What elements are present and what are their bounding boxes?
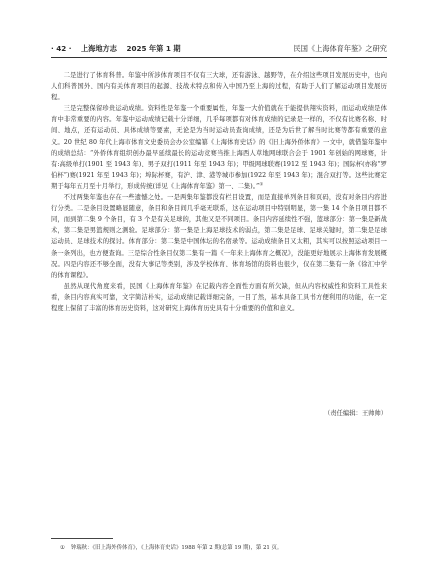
paragraph-text: 三是完整保留珍贵运动成绩。资料性是年鉴一个重要属性，年鉴一大价值就在于能提供翔实资料，而运动成绩是体育中非常重要的内容。年鉴中运动成绩记载十分详细，几乎每项都有对体育成绩的记录是一样的，不仅有比赛名称、时间、地点，还有运动员、具体成绩等要素，无论是为当时运动员查询成绩，还是为后世了解当时比赛等都有重要的意义。20 世纪 80 年代上海市体育文史委员会办公室编纂《上海体育史话》的《旧上海外侨体育》一文中，就借鉴年鉴中的成绩总结：“外侨体育组织创办最早延续最长的运动竞赛当推上海西人草地网球联合会于 1901 年创始的网球赛，计有:高级单打(1901 至 1943 年)、男子双打(1911 年至 1943 年)；甲级网球联赛(1912 至 1943 年)；国际杯(亦称“罗伯杯”)赛(1921 年至 1943 年)；埠际杯赛，有沪、津、港等城市参加(1922 年至 1943 年)；混合双打等。这些比赛定期于每年五月至十月举行，形成传统(详见《上海体育年鉴》第一、二集)。” [51, 105, 387, 190]
running-header [51, 42, 387, 56]
footnote-text: 钟瑞秋：《旧上海外侨体育》，《上海体育史话》1988 年第 2 期(总第 19 期)，第 21 页。 [70, 545, 283, 551]
paragraph: 二是进行了体育科普。年鉴中所涉体育项目不仅有三大球，还有游泳、越野等，在介绍这些项目发展历史中，也向人们科普国外、国内有关体育项目的起源、技战术特点和传入中国乃至上海的过程，有助于人们了解运动项目发展历程。 [51, 72, 387, 102]
responsible-editor: （责任编辑：王帅帅） [324, 410, 387, 417]
footnote-reference: ① [259, 182, 264, 188]
page-number: · 42 · [51, 44, 72, 53]
article-body [51, 70, 387, 314]
header-left [51, 42, 188, 56]
header-article-title: 民国《上海体育年鉴》之研究 [293, 44, 387, 53]
journal-issue: 2025 年第 1 期 [126, 44, 181, 53]
paragraph [51, 103, 387, 192]
paragraph: 不过两集年鉴也存在一些遗憾之处。一是两集年鉴都没有栏目设置，而是直接单列条目和页码，没有对条目内容进行分类。二是条目设置略显随意，条目和条目间几乎毫无联系，这在运动项目中特别明显，第一集 14 个条目项目都不同，而到第二集 9 个条目，有 3 个是有关足球的，其他又是不同项目。条目内容延续性不强，篮球部分：第一集是新战术，第二集是男篮规则之测验。足球部分：第一集是上海足球技术的弱点，第二集是足球、足球关键时，第二集是足球运动员、足球技术的探讨。体育部分：第二集是中国体坛的名宿录等。运动成绩条目又太粗，其实可以按照运动项目一条一条列出，也方便查询。三是综合性条目仅第二集有一篇《一年来上海体育之概况》，没能更好地展示上海体育发展概况。四是内容还不够全面，没有大事记等类别，涉及学校体育、体育场馆的资料也很少，仅在第二集有一条《徐汇中学的体育课程》。 [51, 194, 387, 279]
footnote-mark: ① [60, 545, 65, 551]
footnote [60, 544, 387, 553]
footnote-rule [51, 538, 113, 539]
journal-name: 上海地方志 [80, 44, 117, 53]
header-rule [51, 57, 387, 58]
paragraph: 虽然从现代角度来看，民国《上海体育年鉴》在记载内容全面性方面有所欠缺，但从内容权威性和资料工具性来看，条目内容真实可靠，文字简洁朴实，运动成绩记载详细完备，一目了然，基本具备工具书方便利用的功能，在一定程度上保留了丰富的体育历史资料，这对研究上海体育历史具有十分重要的价值和意义。 [51, 282, 387, 312]
